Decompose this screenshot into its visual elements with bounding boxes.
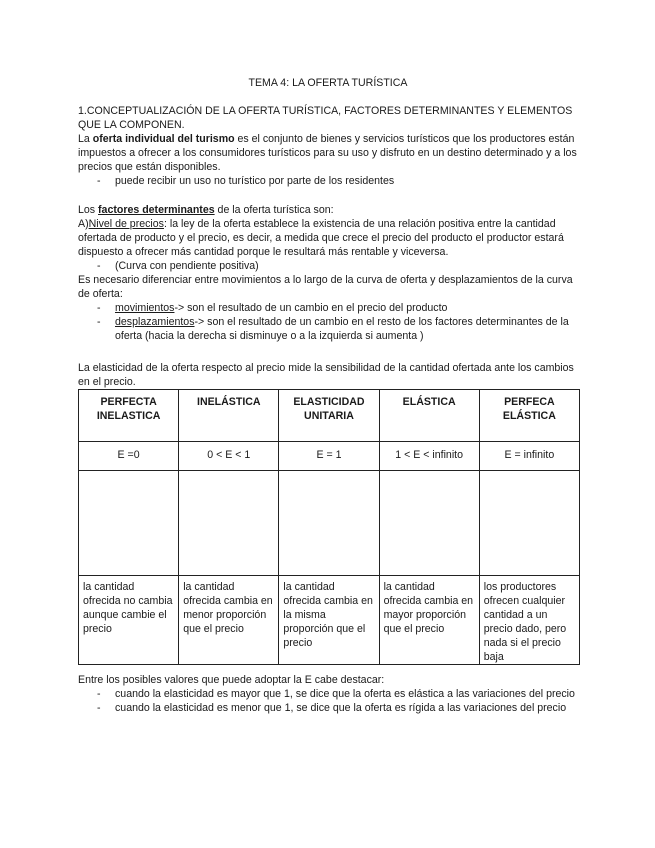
table-cell: E =0 bbox=[79, 442, 179, 471]
list-item: - desplazamientos-> son el resultado de un cambio en el resto de los factores determinantes de la oferta (hacia la derecha si disminuye o a la izquierda si aumenta ) bbox=[78, 315, 578, 343]
table-cell: 1 < E < infinito bbox=[379, 442, 479, 471]
paragraph-valores-intro: Entre los posibles valores que puede adoptar la E cabe destacar: bbox=[78, 674, 385, 686]
table-cell: los productores ofrecen cualquier cantidad a un precio dado, pero nada si el precio baja bbox=[479, 576, 579, 665]
table-cell: E = infinito bbox=[479, 442, 579, 471]
paragraph-factores-intro: Los factores determinantes de la oferta turística son: bbox=[78, 204, 334, 216]
empty-cell bbox=[479, 471, 579, 576]
list-item: - puede recibir un uso no turístico por parte de los residentes bbox=[78, 174, 578, 188]
paragraph-nivel-precios: A)Nivel de precios: la ley de la oferta establece la existencia de una relación positiva entre la cantidad ofertada de producto y el precio, es decir, a medida que crece el precio del producto el productor estará dispuesto a ofrecer más cantidad porque le resultará más rentable y viceversa. bbox=[78, 218, 564, 258]
list-item: - cuando la elasticidad es mayor que 1, se dice que la oferta es elástica a las variaciones del precio bbox=[78, 687, 578, 701]
list-item: - cuando la elasticidad es menor que 1, se dice que la oferta es rígida a las variaciones del precio bbox=[78, 701, 578, 715]
table-row bbox=[79, 442, 580, 471]
table-header-cell: ELASTICIDAD UNITARIA bbox=[279, 390, 379, 442]
table-cell: E = 1 bbox=[279, 442, 379, 471]
table-cell: la cantidad ofrecida cambia en mayor proporción que el precio bbox=[379, 576, 479, 665]
table-row-empty bbox=[79, 471, 580, 576]
empty-cell bbox=[279, 471, 379, 576]
table-cell: la cantidad ofrecida no cambia aunque cambie el precio bbox=[79, 576, 179, 665]
bold-underlined-term: factores determinantes bbox=[98, 204, 215, 216]
paragraph-diferenciar: Es necesario diferenciar entre movimientos a lo largo de la curva de oferta y desplazamientos de la curva de oferta: bbox=[78, 274, 573, 300]
empty-cell bbox=[379, 471, 479, 576]
paragraph-oferta-individual: La oferta individual del turismo es el conjunto de bienes y servicios turísticos que los productores están impuestos a ofrecer a los consumidores turísticos para su uso y disfruto en un destino determinado y a los precios que están disponibles. bbox=[78, 133, 577, 173]
table-cell: la cantidad ofrecida cambia en menor proporción que el precio bbox=[179, 576, 279, 665]
empty-cell bbox=[179, 471, 279, 576]
list-item: - movimientos-> son el resultado de un cambio en el precio del producto bbox=[78, 301, 578, 315]
empty-cell bbox=[79, 471, 179, 576]
table-row bbox=[79, 576, 580, 665]
bold-term: oferta individual del turismo bbox=[92, 133, 235, 145]
bullet-list bbox=[78, 687, 578, 715]
bullet-list bbox=[78, 174, 578, 188]
paragraph-elasticidad: La elasticidad de la oferta respecto al precio mide la sensibilidad de la cantidad ofertada ante los cambios en el precio. bbox=[78, 362, 574, 388]
section-heading: 1.CONCEPTUALIZACIÓN DE LA OFERTA TURÍSTICA, FACTORES DETERMINANTES Y ELEMENTOS QUE LA COMPONEN. bbox=[78, 105, 573, 131]
document-title: TEMA 4: LA OFERTA TURÍSTICA bbox=[248, 77, 408, 89]
elasticity-table bbox=[78, 389, 580, 665]
table-header-cell: PERFECTA INELASTICA bbox=[79, 390, 179, 442]
table-header-cell: ELÁSTICA bbox=[379, 390, 479, 442]
table-cell: la cantidad ofrecida cambia en la misma proporción que el precio bbox=[279, 576, 379, 665]
section-valores bbox=[78, 673, 578, 715]
bullet-list bbox=[78, 301, 578, 343]
table-header-cell: INELÁSTICA bbox=[179, 390, 279, 442]
table-header-cell: PERFECA ELÁSTICA bbox=[479, 390, 579, 442]
section-factores bbox=[78, 203, 578, 343]
table-cell: 0 < E < 1 bbox=[179, 442, 279, 471]
underlined-term: Nivel de precios bbox=[88, 218, 164, 230]
list-item: - (Curva con pendiente positiva) bbox=[78, 259, 578, 273]
bullet-list bbox=[78, 259, 578, 273]
section-1 bbox=[78, 104, 578, 188]
table-header-row bbox=[79, 390, 580, 442]
